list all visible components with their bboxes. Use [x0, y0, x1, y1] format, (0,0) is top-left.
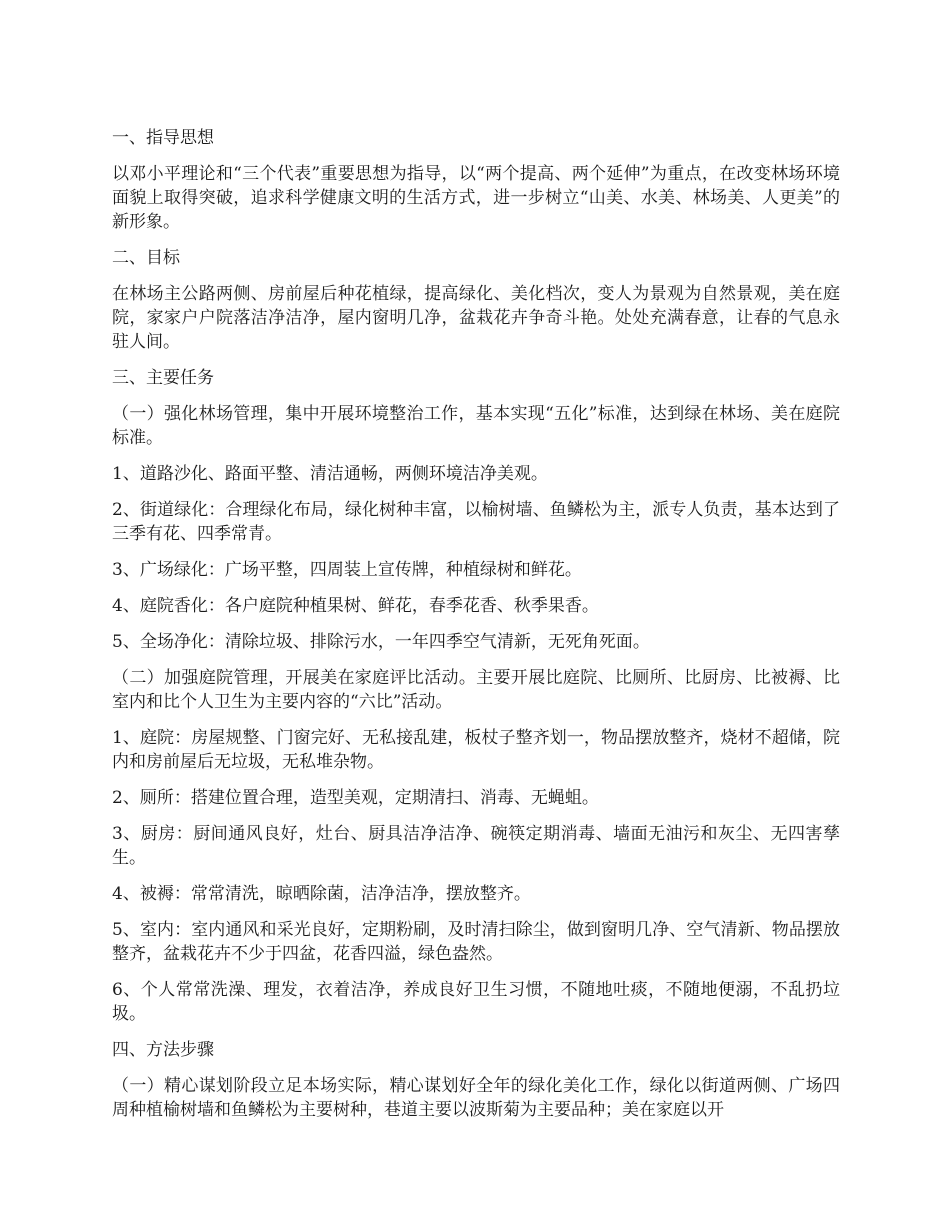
list-item-courtyard-fragrance: 4、庭院香化：各户庭院种植果树、鲜花，春季花香、秋季果香。 — [112, 596, 599, 616]
list-item-square-greening: 3、广场绿化：广场平整，四周装上宣传牌，种植绿树和鲜花。 — [112, 560, 582, 580]
list-item-kitchen: 3、厨房：厨间通风良好，灶台、厨具洁净洁净、碗筷定期消毒、墙面无油污和灰尘、无四害孳生。 — [112, 824, 840, 868]
list-item-indoor: 5、室内：室内通风和采光良好，定期粉刷，及时清扫除尘，做到窗明几净、空气清新、物品摆放整齐，盆栽花卉不少于四盆，花香四溢，绿色盎然。 — [112, 920, 840, 964]
list-item-toilet: 2、厕所：搭建位置合理，造型美观，定期清扫、消毒、无蝇蛆。 — [112, 788, 599, 808]
section-heading-main-tasks: 三、主要任务 — [112, 368, 214, 388]
list-item-courtyard: 1、庭院：房屋规整、门窗完好、无私接乱建，板杖子整齐划一，物品摆放整齐，烧材不超储，院内和房前屋后无垃圾，无私堆杂物。 — [112, 728, 840, 772]
paragraph-goals: 在林场主公路两侧、房前屋后种花植绿，提高绿化、美化档次，变人为景观为自然景观，美在庭院，家家户户院落洁净洁净，屋内窗明几净，盆栽花卉争奇斗艳。处处充满春意，让春的气息永驻人间。 — [112, 284, 840, 352]
document-body — [112, 126, 840, 1134]
section-heading-goals: 二、目标 — [112, 248, 180, 268]
paragraph-methods-phase-1: （一）精心谋划阶段立足本场实际，精心谋划好全年的绿化美化工作，绿化以街道两侧、广场四周种植榆树墙和鱼鳞松为主要树种，巷道主要以波斯菊为主要品种；美在家庭以开 — [112, 1076, 840, 1120]
paragraph-guiding-ideology: 以邓小平理论和“三个代表”重要思想为指导，以“两个提高、两个延伸”为重点，在改变林场环境面貌上取得突破，追求科学健康文明的生活方式，进一步树立“山美、水美、林场美、人更美”的新形象。 — [112, 164, 840, 232]
list-item-roads: 1、道路沙化、路面平整、清洁通畅，两侧环境洁净美观。 — [112, 464, 548, 484]
paragraph-task-2-intro: （二）加强庭院管理，开展美在家庭评比活动。主要开展比庭院、比厕所、比厨房、比被褥、比室内和比个人卫生为主要内容的“六比”活动。 — [112, 668, 840, 712]
section-heading-methods: 四、方法步骤 — [112, 1040, 214, 1060]
list-item-street-greening: 2、街道绿化：合理绿化布局，绿化树种丰富，以榆树墙、鱼鳞松为主，派专人负责，基本达到了三季有花、四季常青。 — [112, 500, 840, 544]
paragraph-task-1-intro: （一）强化林场管理，集中开展环境整治工作，基本实现“五化”标准，达到绿在林场、美在庭院标准。 — [112, 404, 840, 448]
list-item-bedding: 4、被褥：常常清洗，晾晒除菌，洁净洁净，摆放整齐。 — [112, 884, 531, 904]
section-heading-guiding-ideology: 一、指导思想 — [112, 128, 214, 148]
list-item-site-cleaning: 5、全场净化：清除垃圾、排除污水，一年四季空气清新，无死角死面。 — [112, 632, 650, 652]
list-item-personal-hygiene: 6、个人常常洗澡、理发，衣着洁净，养成良好卫生习惯，不随地吐痰，不随地便溺，不乱扔垃圾。 — [112, 980, 840, 1024]
